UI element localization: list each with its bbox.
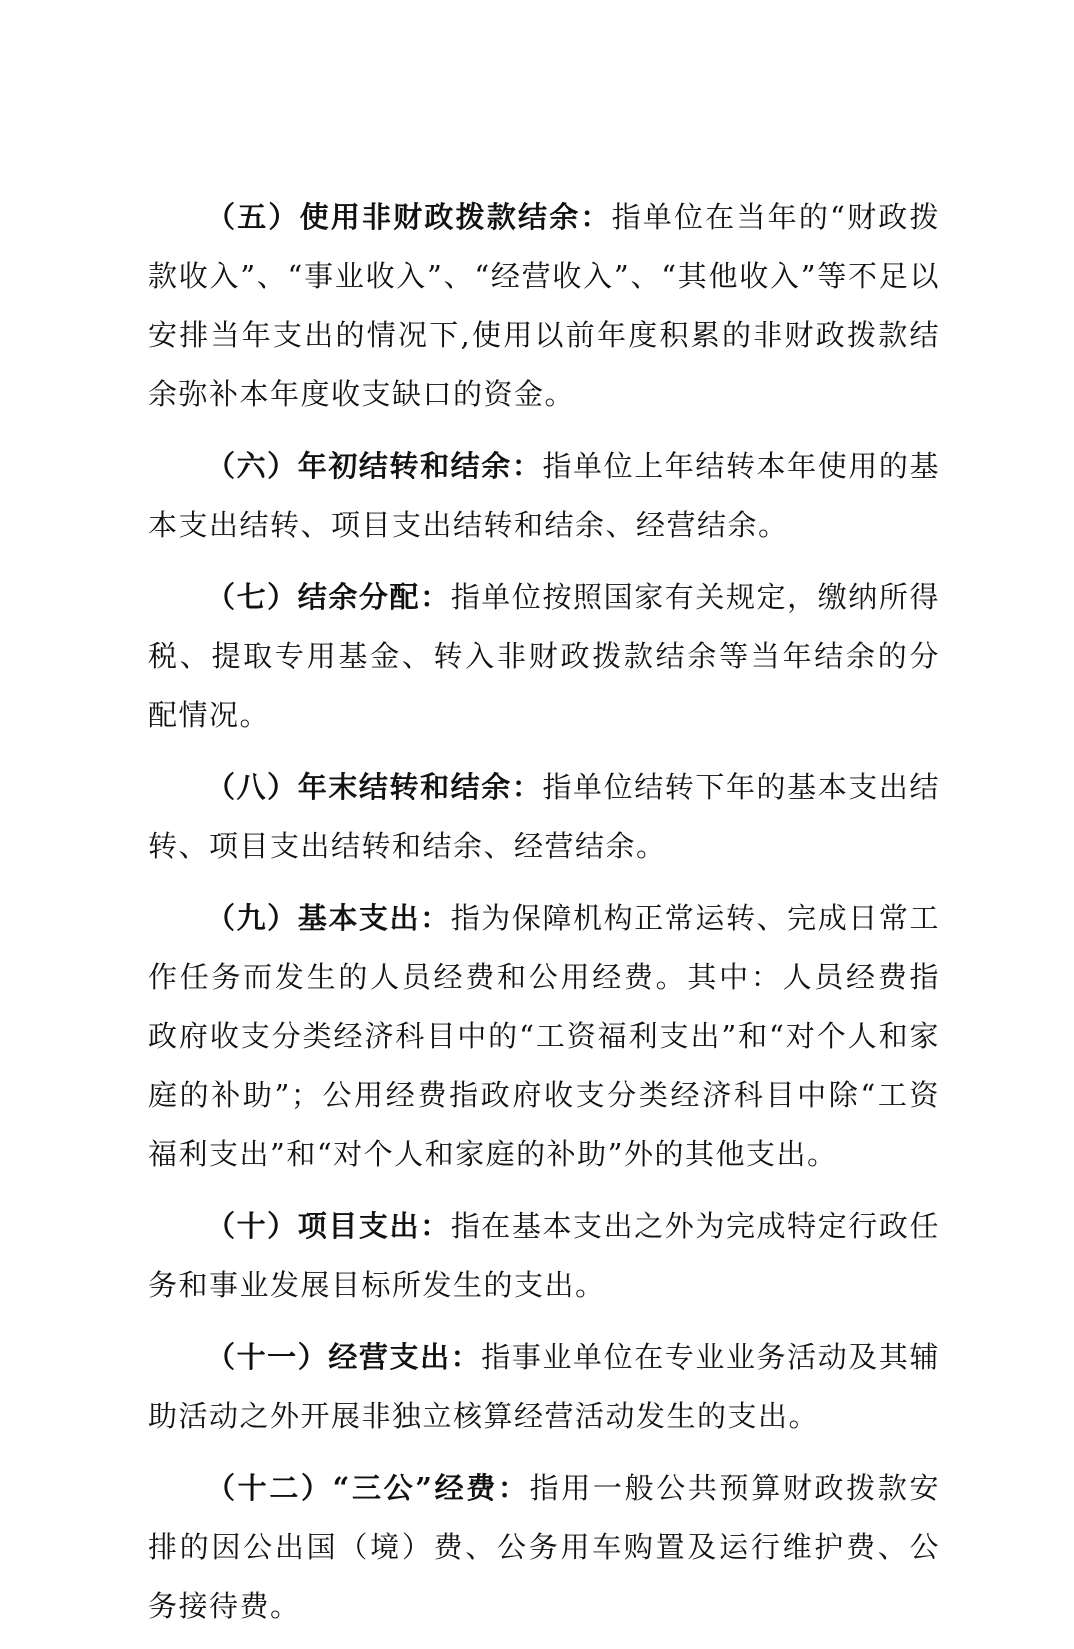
paragraph-5 bbox=[148, 188, 940, 424]
term-definition: 指单位按照国家有关规定，缴纳所得税、提取专用基金、转入非财政拨款结余等当年结余的分配情况。 bbox=[148, 580, 940, 732]
term-heading: （十）项目支出： bbox=[206, 1209, 451, 1243]
term-heading: （七）结余分配： bbox=[206, 580, 451, 614]
term-heading: （五）使用非财政拨款结余： bbox=[206, 200, 612, 234]
paragraph-8 bbox=[148, 758, 940, 876]
term-definition: 指用一般公共预算财政拨款安排的因公出国（境）费、公务用车购置及运行维护费、公务接待费。 bbox=[148, 1471, 940, 1623]
paragraph-11 bbox=[148, 1328, 940, 1446]
term-definition: 指为保障机构正常运转、完成日常工作任务而发生的人员经费和公用经费。其中：人员经费指政府收支分类经济科目中的“工资福利支出”和“对个人和家庭的补助”；公用经费指政府收支分类经济科目中除“工资福利支出”和“对个人和家庭的补助”外的其他支出。 bbox=[148, 901, 940, 1171]
paragraph-12 bbox=[148, 1459, 940, 1636]
term-heading: （九）基本支出： bbox=[206, 901, 451, 935]
term-definition: 指单位结转下年的基本支出结转、项目支出结转和结余、经营结余。 bbox=[148, 770, 940, 863]
term-heading: （十一）经营支出： bbox=[206, 1340, 482, 1374]
term-definition: 指单位在当年的“财政拨款收入”、“事业收入”、“经营收入”、“其他收入”等不足以安排当年支出的情况下,使用以前年度积累的非财政拨款结余弥补本年度收支缺口的资金。 bbox=[148, 200, 940, 411]
paragraph-10 bbox=[148, 1197, 940, 1315]
term-definition: 指事业单位在专业业务活动及其辅助活动之外开展非独立核算经营活动发生的支出。 bbox=[148, 1340, 940, 1433]
term-heading: （十二）“三公”经费： bbox=[206, 1471, 530, 1505]
term-definition: 指在基本支出之外为完成特定行政任务和事业发展目标所发生的支出。 bbox=[148, 1209, 940, 1302]
paragraph-9 bbox=[148, 889, 940, 1184]
paragraph-6 bbox=[148, 437, 940, 555]
term-heading: （六）年初结转和结余： bbox=[206, 449, 543, 483]
term-heading: （八）年末结转和结余： bbox=[206, 770, 543, 804]
paragraph-7 bbox=[148, 568, 940, 745]
term-definition: 指单位上年结转本年使用的基本支出结转、项目支出结转和结余、经营结余。 bbox=[148, 449, 940, 542]
document-body bbox=[148, 188, 940, 1649]
